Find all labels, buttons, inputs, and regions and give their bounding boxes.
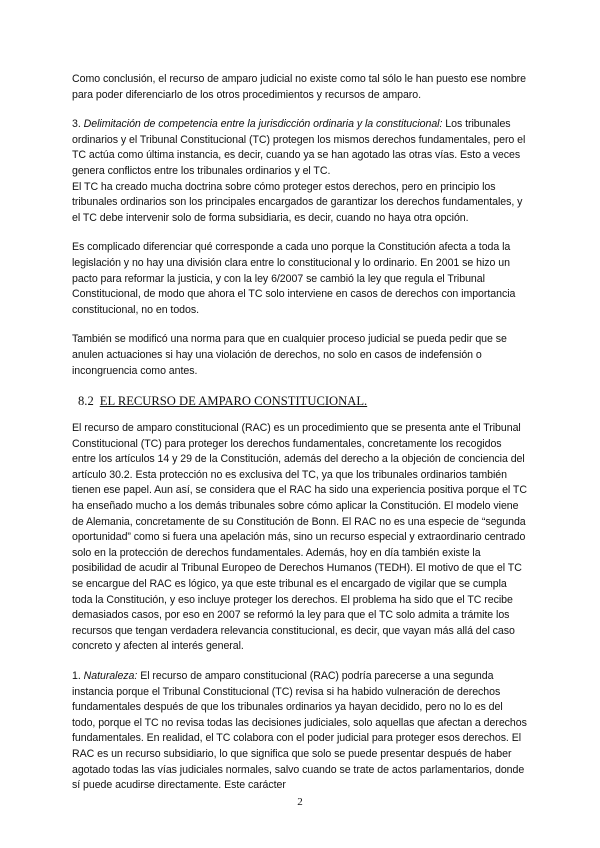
page-number: 2 xyxy=(297,796,303,808)
paragraph-rac: El recurso de amparo constitucional (RAC) es un procedimiento que se presenta ante el Tribunal Constitucional (TC) para proteger los derechos fundamentales, concretamente los recogidos entre los artículos 14 y 29 de la Constitución, además del derecho a la objeción de conciencia del artículo 30.2. Esta protección no es exclusiva del TC, ya que los tribunales ordinarios también tienen ese papel. Aun así, se considera que el RAC ha sido una experiencia positiva porque el TC ha enseñado mucho a los demás tribunales sobre cómo aplicar la Constitución. El modelo viene de Alemania, concretamente de su Constitución de Bonn. El RAC no es una especie de “segunda oportunidad” como si fuera una apelación más, sino un recurso especial y extraordinario centrado solo en la protección de derechos fundamentales. Además, hoy en día también existe la posibilidad de acudir al Tribunal Europeo de Derechos Humanos (TEDH). El motivo de que el TC se encargue del RAC es lógico, ya que este tribunal es el encargado de vigilar que se cumpla toda la Constitución, y eso incluye proteger los derechos. El problema ha sido que el TC recibe demasiados casos, por eso en 2007 se reformó la ley para que el TC solo admita a trámite los recursos que tengan verdadera relevancia constitucional, es decir, que vayan más allá del caso concreto y afecten al interés general. xyxy=(72,422,527,653)
section-number: 8.2 xyxy=(78,394,94,409)
paragraph-conclusion: Como conclusión, el recurso de amparo judicial no existe como tal sólo le han puesto ese nombre para poder diferenciarlo de los otros procedimientos y recursos de amparo. xyxy=(72,73,526,101)
paragraph-delimitacion xyxy=(72,117,528,179)
section-heading xyxy=(78,393,528,409)
paragraph-complicado: Es complicado diferenciar qué corresponde a cada uno porque la Constitución afecta a toda la legislación y no hay una división clara entre lo constitucional y lo ordinario. En 2001 se hizo un pacto para reformar la justicia, y con la ley 6/2007 se cambió la ley que regula el Tribunal Constitucional, de modo que ahora el TC solo interviene en casos de derechos con importancia constitucional, no en todos. xyxy=(72,241,516,316)
item-number: 1. xyxy=(72,670,81,682)
section-title: EL RECURSO DE AMPARO CONSTITUCIONAL. xyxy=(99,394,368,409)
paragraph-doctrina: El TC ha creado mucha doctrina sobre cómo proteger estos derechos, pero en principio los tribunales ordinarios son los principales encargados de garantizar los derechos fundamentales, y el TC debe intervenir solo de forma subsidiaria, es decir, cuando no haya otra opción. xyxy=(72,180,523,224)
item-body: El recurso de amparo constitucional (RAC) podría parecerse a una segunda instancia porque el Tribunal Constitucional (TC) revisa si ha habido vulneración de derechos fundamentales después de que los tribunales ordinarios ya hayan decidido, pero no lo es del todo, porque el TC no revisa todas las decisiones judiciales, solo aquellas que afectan a derechos fundamentales. En realidad, el TC colabora con el poder judicial para proteger esos derechos. El RAC es un recurso subsidiario, lo que significa que solo se puede presentar después de haber agotado todas las vías judiciales normales, salvo cuando se trate de actos parlamentarios, donde sí puede acudirse directamente. Este carácter xyxy=(72,670,527,792)
paragraph-tambien: También se modificó una norma para que en cualquier proceso judicial se pueda pedir que se anulen actuaciones si hay una violación de derechos, no solo en casos de indefensión o incongruencia como antes. xyxy=(72,333,507,377)
page-body xyxy=(72,72,528,794)
paragraph-naturaleza xyxy=(72,669,528,794)
item-body: Los tribunales ordinarios y el Tribunal Constitucional (TC) protegen los mismos derechos fundamentales, pero el TC actúa como última instancia, es decir, cuando ya se han agotado las otras vías. Esto a veces genera conflictos entre los tribunales ordinarios y el TC. xyxy=(72,118,526,177)
item-title: Naturaleza: xyxy=(83,670,138,682)
item-title: Delimitación de competencia entre la jurisdicción ordinaria y la constitucional: xyxy=(83,118,443,131)
item-number: 3. xyxy=(72,118,81,131)
